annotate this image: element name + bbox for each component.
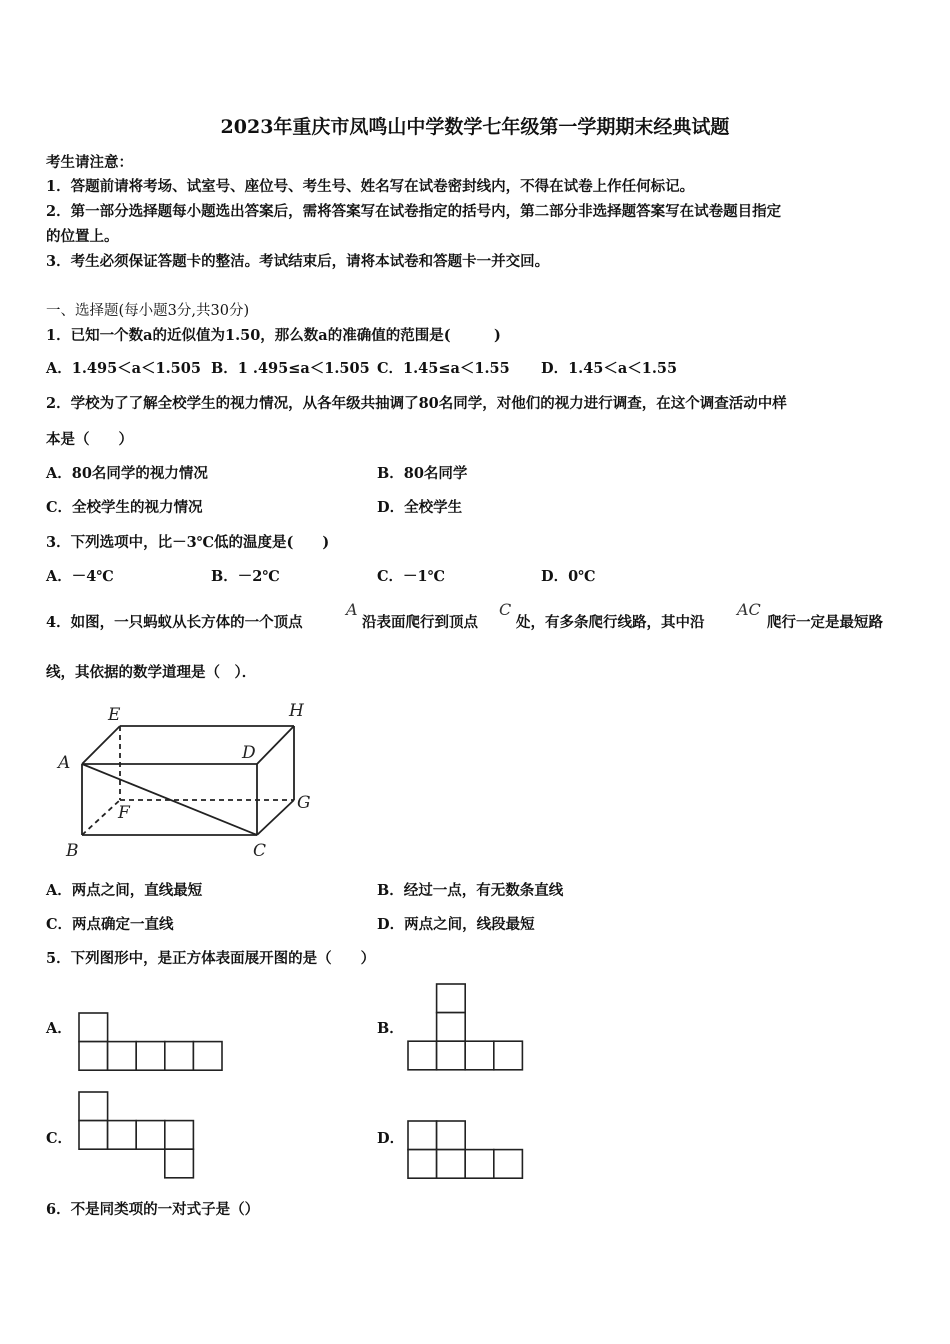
notice-item-3: 3．考生必须保证答题卡的整洁。考试结束后，请将本试卷和答题卡一并交回。 xyxy=(46,253,550,270)
net-b-figure xyxy=(407,983,525,1073)
hidden-edge-bf xyxy=(82,800,120,835)
notice-item-1: 1．答题前请将考场、试室号、座位号、考生号、姓名写在试卷密封线内，不得在试卷上作任何标记。 xyxy=(46,178,695,195)
q3-stem: 3．下列选项中，比－3℃低的温度是( ) xyxy=(46,534,330,551)
net-a-figure xyxy=(78,1012,223,1072)
q5-option-a: A． xyxy=(46,1020,72,1037)
notice-item-2: 2．第一部分选择题每小题选出答案后，需将答案写在试卷指定的括号内，第二部分非选择题答案写在试卷题目指定 xyxy=(46,203,782,220)
q4-option-b: B．经过一点，有无数条直线 xyxy=(377,882,564,899)
edge-hd xyxy=(257,726,294,764)
label-e: E xyxy=(108,705,121,725)
label-h: H xyxy=(289,701,304,721)
q5-option-d: D． xyxy=(377,1130,405,1147)
q2-option-d: D．全校学生 xyxy=(377,499,463,516)
label-b: B xyxy=(66,841,79,861)
q4-stem-part3: 处，有多条爬行线路，其中沿 xyxy=(516,614,705,631)
cuboid-figure xyxy=(50,698,330,868)
net-c-figure xyxy=(78,1091,196,1181)
q4-var-a: A xyxy=(346,600,358,619)
label-g: G xyxy=(297,793,311,813)
q1-option-a: A．1.495＜a＜1.505 xyxy=(46,360,201,377)
q1-stem: 1．已知一个数a的近似值为1.50，那么数a的准确值的范围是( ) xyxy=(46,327,501,344)
net-d-figure xyxy=(407,1120,525,1180)
q4-stem-part2: 沿表面爬行到顶点 xyxy=(362,614,478,631)
q1-option-c: C．1.45≤a＜1.55 xyxy=(377,360,510,377)
q4-option-a: A．两点之间，直线最短 xyxy=(46,882,203,899)
q4-stem-part1: 4．如图，一只蚂蚁从长方体的一个顶点 xyxy=(46,614,303,631)
page-title: 2023年重庆市凤鸣山中学数学七年级第一学期期末经典试题 xyxy=(220,116,730,138)
label-d: D xyxy=(242,743,256,763)
q2-stem: 2．学校为了了解全校学生的视力情况，从各年级共抽调了80名同学，对他们的视力进行调查，在这个调查活动中样 xyxy=(46,395,787,412)
q5-stem: 5．下列图形中，是正方体表面展开图的是（ ） xyxy=(46,950,376,967)
q5-option-c: C． xyxy=(46,1130,73,1147)
q4-option-c: C．两点确定一直线 xyxy=(46,916,174,933)
q2-option-b: B．80名同学 xyxy=(377,465,468,482)
q1-option-b: B．1 .495≤a＜1.505 xyxy=(211,360,370,377)
q2-stem-cont: 本是（ ） xyxy=(46,431,133,448)
q3-option-a: A．－4℃ xyxy=(46,568,114,585)
q2-option-c: C．全校学生的视力情况 xyxy=(46,499,203,516)
q4-stem-part4: 爬行一定是最短路 xyxy=(767,614,883,631)
label-f: F xyxy=(118,803,130,823)
q3-option-d: D．0℃ xyxy=(541,568,596,585)
label-c: C xyxy=(253,841,267,861)
q1-option-d: D．1.45＜a＜1.55 xyxy=(541,360,678,377)
q4-var-ac: AC xyxy=(737,600,761,619)
q6-stem: 6．不是同类项的一对式子是（） xyxy=(46,1201,260,1218)
q2-option-a: A．80名同学的视力情况 xyxy=(46,465,208,482)
notice-item-2-cont: 的位置上。 xyxy=(46,228,119,245)
q3-option-c: C．－1℃ xyxy=(377,568,446,585)
q4-stem-cont: 线，其依据的数学道理是（ ）． xyxy=(46,664,257,681)
edge-ae xyxy=(82,726,120,764)
q3-option-b: B．－2℃ xyxy=(211,568,280,585)
notice-heading: 考生请注意： xyxy=(46,154,133,171)
edge-cg xyxy=(257,800,294,835)
section-heading: 一、选择题(每小题3分,共30分) xyxy=(46,303,250,319)
q4-option-d: D．两点之间，线段最短 xyxy=(377,916,535,933)
q5-option-b: B． xyxy=(377,1020,404,1037)
label-a: A xyxy=(58,753,71,773)
q4-var-c: C xyxy=(499,600,512,619)
